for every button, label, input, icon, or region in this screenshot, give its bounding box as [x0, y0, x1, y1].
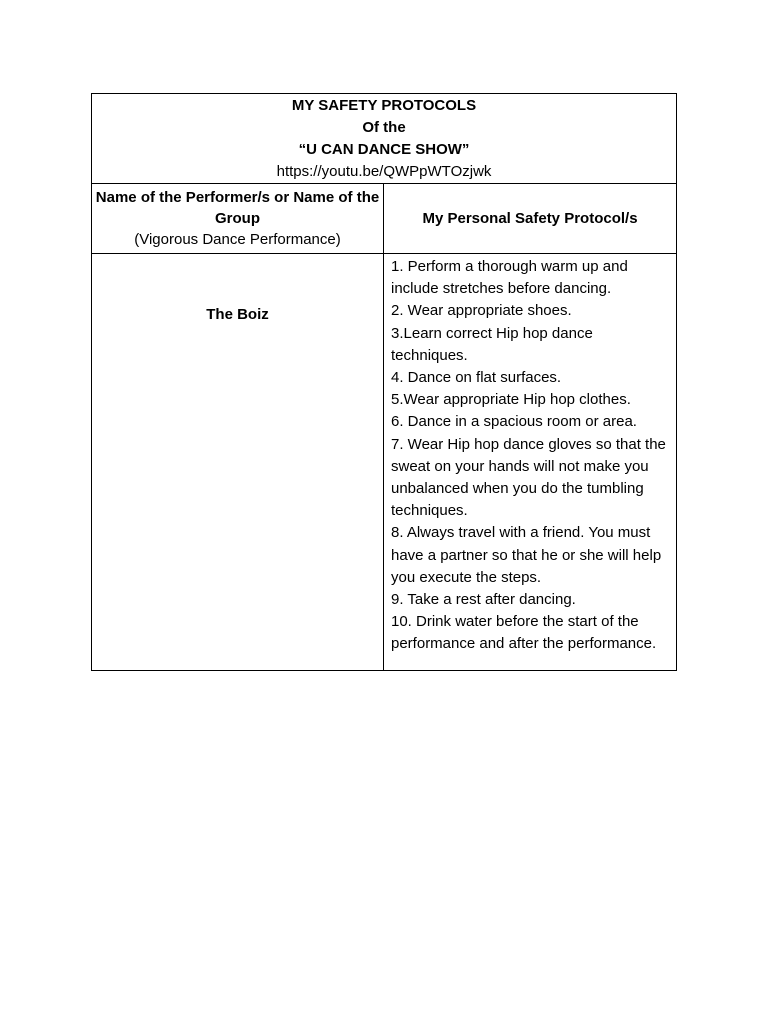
performer-header-sublabel: (Vigorous Dance Performance) [134, 231, 341, 248]
protocol-item: 1. Perform a thorough warm up and include stretches before dancing. [391, 258, 628, 298]
protocol-header-label: My Personal Safety Protocol/s [422, 210, 638, 227]
protocol-item: 6. Dance in a spacious room or area. [391, 413, 637, 431]
doc-title: MY SAFETY PROTOCOLS [291, 96, 477, 114]
protocol-item: 3.Learn correct Hip hop dance techniques. [391, 324, 593, 364]
protocol-item: 8. Always travel with a friend. You must have a partner so that he or she will help you execute the steps. [391, 524, 662, 586]
protocol-item: 4. Dance on flat surfaces. [391, 369, 562, 387]
doc-title-of-the: Of the [362, 118, 406, 136]
content-row [92, 254, 677, 671]
performer-header [92, 184, 384, 254]
protocol-list [391, 256, 668, 656]
header-row [92, 184, 677, 254]
title-row [92, 94, 677, 184]
title-cell [92, 94, 677, 184]
protocol-item: 10. Drink water before the start of the performance and after the performance. [391, 613, 657, 653]
protocol-cell [384, 254, 677, 671]
protocol-item: 7. Wear Hip hop dance gloves so that the sweat on your hands will not make you unbalanced when you do the tumbling techniques. [391, 435, 666, 520]
protocol-item: 5.Wear appropriate Hip hop clothes. [391, 391, 631, 409]
performer-name: The Boiz [92, 254, 384, 671]
video-link[interactable]: https://youtu.be/QWPpWTOzjwk [276, 162, 492, 180]
protocol-header [384, 184, 677, 254]
performer-header-label: Name of the Performer/s or Name of the Group [95, 189, 380, 227]
protocol-item: 9. Take a rest after dancing. [391, 591, 576, 609]
safety-protocol-table [91, 93, 677, 671]
show-name: “U CAN DANCE SHOW” [298, 140, 470, 158]
protocol-item: 2. Wear appropriate shoes. [391, 302, 572, 320]
